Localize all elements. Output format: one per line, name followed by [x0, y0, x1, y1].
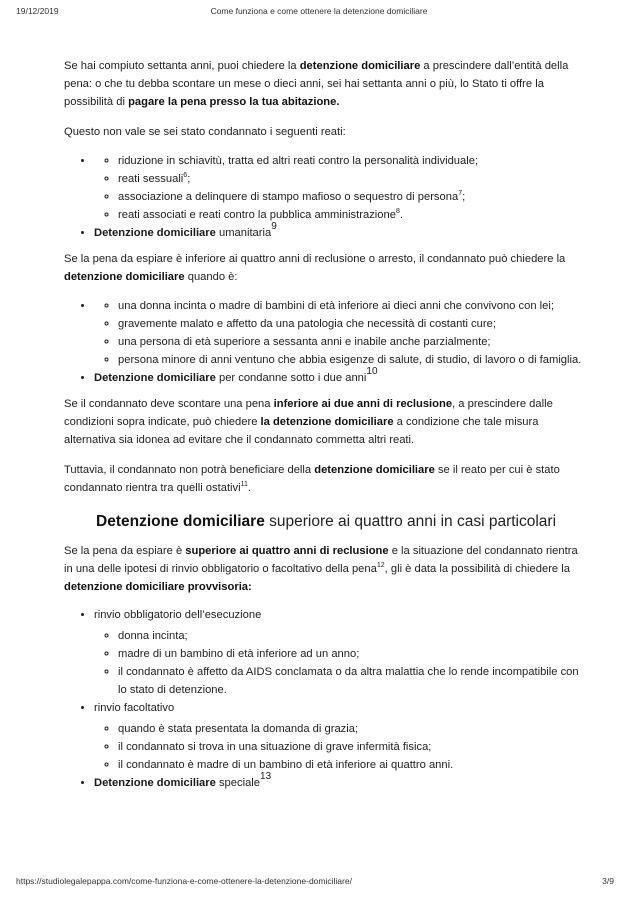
paragraph-exceptions: Questo non vale se sei stato condannato i seguenti reati: — [64, 126, 346, 138]
paragraph-due-anni: Se il condannato deve scontare una pena inferiore ai due anni di reclusione, a prescindere dalle condizioni sopra indicate, può chiedere la detenzione domiciliare a condizione che tale misura alternativa sia idonea ad evitare che il condannato commetta altri reati. — [64, 398, 553, 446]
print-header-date: 19/12/2019 — [16, 6, 59, 16]
list-item: ◦ • riduzione in schiavitù, tratta ed altri reati contro la personalità individuale; — [118, 152, 582, 170]
list-item: ◦ associazione a delinquere di stampo mafioso o sequestro di persona$^7$; — [118, 188, 582, 206]
heading-speciale: • Detenzione domiciliare speciale$^{13}$ — [94, 774, 582, 792]
paragraph-umanitaria: Se la pena da espiare è inferiore ai quattro anni di reclusione o arresto, il condannato può chiedere la detenzione domiciliare quando è: — [64, 253, 566, 283]
print-footer-page: 3/9 — [602, 876, 614, 886]
print-header-title: Come funziona e come ottenere la detenzione domiciliare — [210, 6, 428, 16]
list-item: ◦ donna incinta; — [118, 627, 582, 645]
bold-phrase: pagare la pena presso la tua abitazione. — [128, 96, 340, 108]
print-footer-url: https://studiolegalepappa.com/come-funziona-e-come-ottenere-la-detenzione-domiciliare/ — [16, 876, 352, 886]
list-item: ◦ il condannato è madre di un bambino di età inferiore ai quattro anni. — [118, 756, 582, 774]
list-item: ◦ madre di un bambino di età inferiore ad un anno; — [118, 645, 582, 663]
umanitaria-list — [64, 297, 582, 387]
exceptions-list — [64, 152, 582, 242]
paragraph-ostativi: Tuttavia, il condannato non potrà beneficiare della detenzione domiciliare se il reato per cui è stato condannato rientra tra quelli ostativi$^{11}$. — [64, 464, 560, 494]
list-item: ◦ una persona di età superiore a sessanta anni e inabile anche parzialmente; — [118, 333, 582, 351]
paragraph-intro: Se hai compiuto settanta anni, puoi chiedere la detenzione domiciliare a prescindere dall’entità della pena: o che tu debba scontare un mese o dieci anni, sei hai settanta anni o più, lo Stato ti offre la possibilità di pagare la pena presso la tua abitazione. — [64, 60, 569, 108]
list-item: ◦ il condannato è affetto da AIDS conclamata o da altra malattia che lo rende incompatibile con lo stato di detenzione. — [118, 663, 582, 699]
list-item: ◦ il condannato si trova in una situazione di grave infermità fisica; — [118, 738, 582, 756]
heading-quattro-anni: Detenzione domiciliare superiore ai quattro anni in casi particolari — [96, 513, 557, 530]
rinvio-list — [64, 606, 582, 792]
list-item: ◦ reati associati e reati contro la pubblica amministrazione$^8$. — [118, 206, 582, 224]
list-item: ◦ gravemente malato e affetto da una patologia che necessità di costanti cure; — [118, 315, 582, 333]
list-item — [94, 297, 582, 369]
list-item: ◦ persona minore di anni ventuno che abbia esigenze di salute, di studio, di lavoro o di famiglia. — [118, 351, 582, 369]
list-heading-facoltativo: • rinvio facoltativo ◦ quando è stata presentata la domanda di grazia; ◦ il condannato si trova in una situazione di grave infermità fisica; ◦ il condannato è madre di un bambino di età inferiore ai quattro anni. — [94, 699, 582, 774]
paragraph-quattro-anni: Se la pena da espiare è superiore ai quattro anni di reclusione e la situazione del condannato rientra in una delle ipotesi di rinvio obbligatorio o facoltativo della pena$^{12}$, gli è data la possibilità di chiedere la detenzione domiciliare provvisoria: — [64, 545, 578, 593]
bold-term: detenzione domiciliare — [299, 60, 421, 72]
heading-umanitaria: • Detenzione domiciliare umanitaria$^9$ — [94, 224, 582, 242]
list-item: ◦ • una donna incinta o madre di bambini di età inferiore ai dieci anni che convivono con lei; — [118, 297, 582, 315]
list-item: ◦ quando è stata presentata la domanda di grazia; — [118, 720, 582, 738]
list-heading-obbligatorio: • rinvio obbligatorio dell’esecuzione ◦ donna incinta; ◦ madre di un bambino di età inferiore ad un anno; ◦ il condannato è affetto da AIDS conclamata o da altra malattia che lo rende incompatibile con lo stato di detenzione. — [94, 606, 582, 699]
article-body — [64, 57, 582, 792]
list-item — [94, 152, 582, 224]
list-item: ◦ reati sessuali$^6$; — [118, 170, 582, 188]
heading-due-anni: • Detenzione domiciliare per condanne sotto i due anni$^{10}$ — [94, 369, 582, 387]
